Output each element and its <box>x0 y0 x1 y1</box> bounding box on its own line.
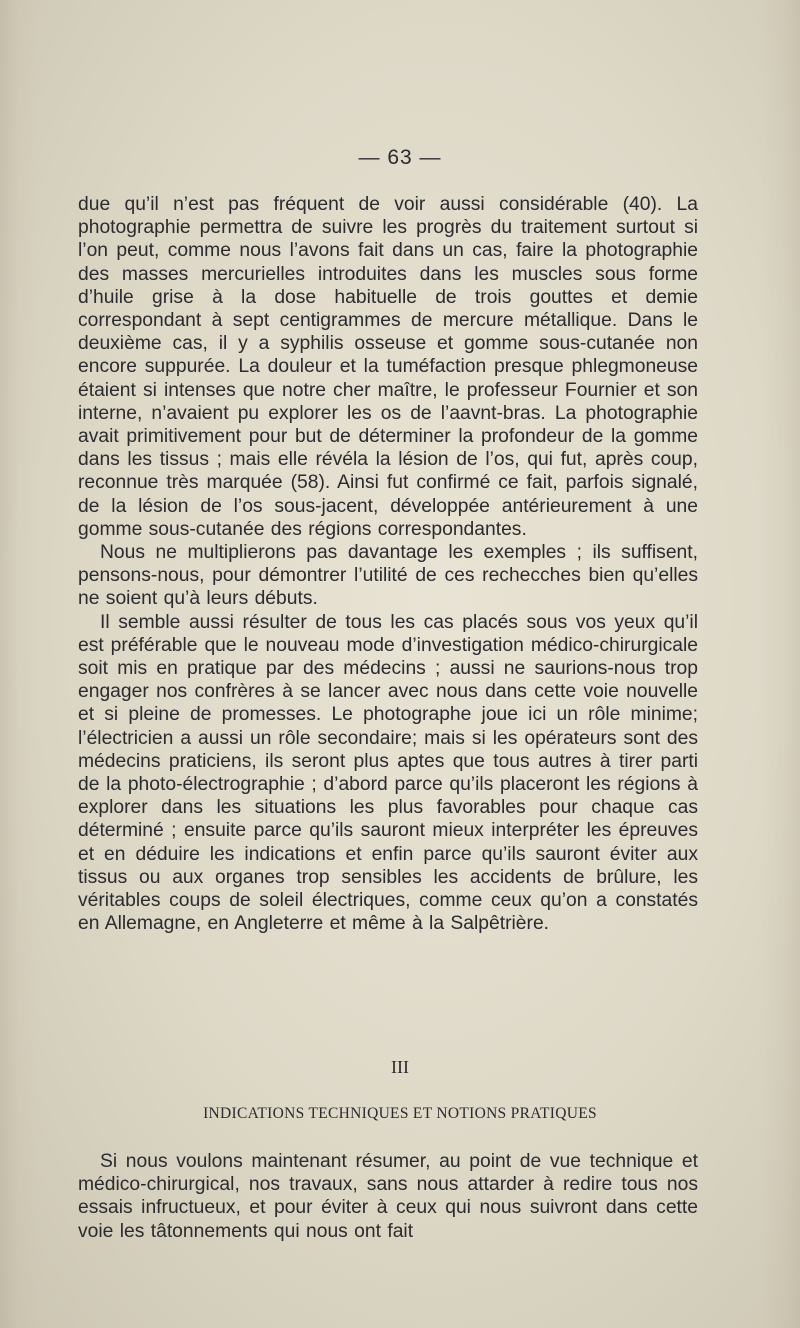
section-numeral: III <box>391 1057 409 1077</box>
section-heading: INDICATIONS TECHNIQUES ET NOTIONS PRATIQUES <box>203 1105 597 1122</box>
paragraph-2: Nous ne multiplierons pas davantage les exemples ; ils suffisent, pensons-nous, pour démontrer l’utilité de ces rechecches bien qu’elles ne soient qu’à leurs débuts. <box>78 542 698 610</box>
page-number: — 63 — <box>358 146 442 169</box>
body-text <box>78 193 698 936</box>
section-paragraph-1: Si nous voulons maintenant résumer, au point de vue technique et médico-chirurgical, nos travaux, sans nous attarder à redire tous nos essais infructueux, et pour éviter à ceux qui nous suivront dans cette voie les tâtonnements qui nous ont fait <box>78 1151 698 1242</box>
section-body-text <box>78 1150 698 1243</box>
paragraph-1: due qu’il n’est pas fréquent de voir aussi considérable (40). La photographie permettra de suivre les progrès du traitement surtout si l’on peut, comme nous l’avons fait dans un cas, faire la photographie des masses mercurielles introduites dans les muscles sous forme d’huile grise à la dose habituelle de trois gouttes et demie correspondant à sept centigrammes de mercure métallique. Dans le deuxième cas, il y a syphilis osseuse et gomme sous-cutanée non encore suppurée. La douleur et la tuméfaction presque phlegmoneuse étaient si intenses que notre cher maître, le professeur Fournier et son interne, n’avaient pu explorer les os de l’aavnt-bras. La photographie avait primitivement pour but de déterminer la profondeur de la gomme dans les tissus ; mais elle révéla la lésion de l’os, qui fut, après coup, reconnue très marquée (58). Ainsi fut confirmé ce fait, parfois signalé, de la lésion de l’os sous-jacent, développée antérieurement à une gomme sous-cutanée des régions correspondantes. <box>78 194 698 540</box>
paragraph-3: Il semble aussi résulter de tous les cas placés sous vos yeux qu’il est préférable que le nouveau mode d’investigation médico-chirurgicale soit mis en pratique par des médecins ; aussi ne saurions-nous trop engager nos confrères à se lancer avec nous dans cette voie nouvelle et si pleine de promesses. Le photographe joue ici un rôle minime; l’électricien a aussi un rôle secondaire; mais si les opérateurs sont des médecins praticiens, ils seront plus aptes que tous autres à tirer parti de la photo-électrographie ; d’abord parce qu’ils placeront les régions à explorer dans les situations les plus favorables pour chaque cas déterminé ; ensuite parce qu’ils sauront mieux interpréter les épreuves et en déduire les indications et enfin parce qu’ils sauront éviter aux tissus ou aux organes trop sensibles les accidents de brûlure, les véritables coups de soleil électriques, comme ceux qu’on a constatés en Allemagne, en Angleterre et même à la Salpêtrière. <box>78 611 698 935</box>
